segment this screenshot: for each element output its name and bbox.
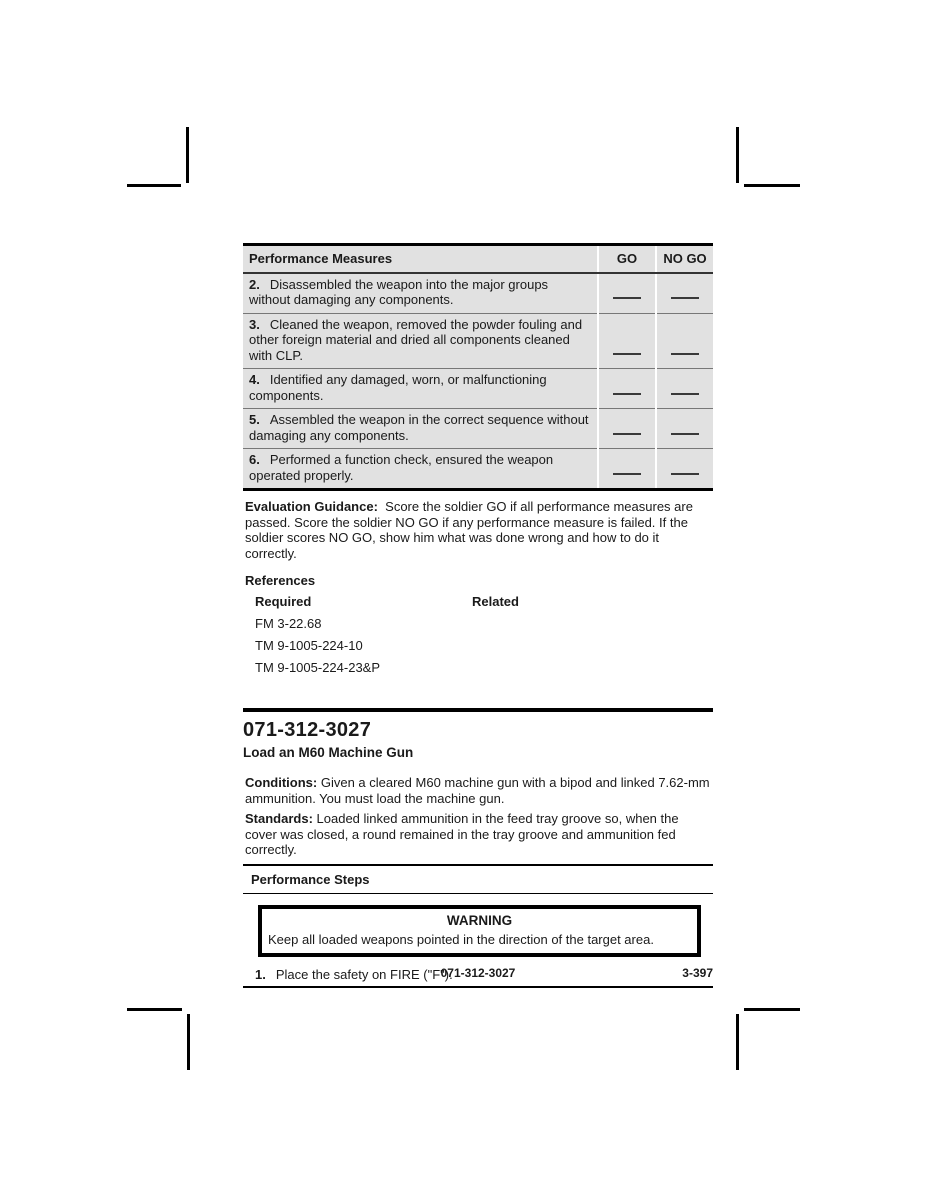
- measure-text: Disassembled the weapon into the major groups without damaging any components.: [249, 276, 549, 307]
- table-row: [243, 273, 713, 314]
- warning-title: WARNING: [446, 912, 513, 928]
- references-required-label: Required: [255, 594, 312, 609]
- column-header-go: GO: [598, 245, 656, 273]
- warning-box: [258, 905, 701, 957]
- standards-label: Standards:: [245, 811, 313, 826]
- conditions-paragraph: [245, 775, 713, 806]
- no-go-blank-line: [671, 393, 699, 395]
- table-row: [243, 409, 713, 449]
- crop-mark-top-left-horizontal: [127, 184, 181, 187]
- go-blank-line: [613, 393, 641, 395]
- go-blank-line: [613, 353, 641, 355]
- evaluation-guidance-paragraph: [245, 499, 713, 561]
- evaluation-guidance-text: Score the soldier GO if all performance measures are passed. Score the soldier NO GO if any performance measure is failed. If the soldier scores NO GO, show him what was done wrong and how to do it correctly.: [245, 499, 693, 561]
- step-divider-rule: [243, 986, 713, 988]
- no-go-blank-line: [671, 433, 699, 435]
- task-number-heading: 071-312-3027: [243, 719, 372, 741]
- page-content: [243, 243, 713, 988]
- performance-measures-table: [243, 243, 713, 491]
- performance-steps-header: Performance Steps: [243, 864, 713, 894]
- step-number: 1.: [255, 966, 266, 982]
- page-footer: [243, 966, 713, 982]
- column-header-performance-measures: Performance Measures: [243, 245, 598, 273]
- measure-number: 6.: [249, 452, 260, 467]
- reference-item: TM 9-1005-224-10: [255, 638, 363, 653]
- column-header-no-go: NO GO: [656, 245, 713, 273]
- standards-text: Loaded linked ammunition in the feed tray groove so, when the cover was closed, a round remained in the tray groove and ammunition fed correctly.: [245, 811, 679, 857]
- go-blank-line: [613, 433, 641, 435]
- no-go-blank-line: [671, 353, 699, 355]
- go-blank-line: [613, 473, 641, 475]
- measure-text: Identified any damaged, worn, or malfunctioning components.: [249, 372, 547, 403]
- references-column-headers: [243, 594, 713, 609]
- no-go-blank-line: [671, 297, 699, 299]
- table-header-row: [243, 245, 713, 273]
- measure-number: 3.: [249, 316, 260, 332]
- task-section-divider: [243, 708, 713, 712]
- measure-text: Assembled the weapon in the correct sequence without damaging any components.: [249, 412, 589, 443]
- measure-number: 2.: [249, 276, 260, 292]
- crop-mark-bottom-left-vertical: [187, 1014, 190, 1070]
- table-row: [243, 369, 713, 409]
- no-go-blank-line: [671, 473, 699, 475]
- reference-item: FM 3-22.68: [255, 616, 322, 631]
- references-related-label: Related: [472, 594, 519, 609]
- crop-mark-bottom-left-horizontal: [127, 1008, 182, 1011]
- table-row: [243, 449, 713, 490]
- crop-mark-top-right-horizontal: [744, 184, 800, 187]
- go-blank-line: [613, 297, 641, 299]
- references-heading: References: [245, 573, 316, 588]
- table-row: [243, 313, 713, 369]
- crop-mark-top-right-vertical: [736, 127, 739, 183]
- footer-page-number: 3-397: [682, 966, 713, 980]
- measure-number: 5.: [249, 412, 260, 427]
- reference-item: TM 9-1005-224-23&P: [255, 660, 381, 675]
- footer-task-number: 071-312-3027: [440, 966, 516, 980]
- crop-mark-bottom-right-vertical: [736, 1014, 739, 1070]
- standards-paragraph: [245, 811, 713, 858]
- crop-mark-bottom-right-horizontal: [744, 1008, 800, 1011]
- conditions-label: Conditions:: [245, 775, 318, 790]
- crop-mark-top-left-vertical: [186, 127, 189, 183]
- step-text: Place the safety on FIRE ("F").: [275, 966, 453, 982]
- task-title: Load an M60 Machine Gun: [243, 745, 414, 760]
- measure-text: Performed a function check, ensured the weapon operated properly.: [249, 452, 554, 483]
- warning-text: Keep all loaded weapons pointed in the direction of the target area.: [268, 931, 654, 947]
- measure-number: 4.: [249, 372, 260, 387]
- evaluation-guidance-label: Evaluation Guidance:: [245, 499, 378, 514]
- conditions-text: Given a cleared M60 machine gun with a bipod and linked 7.62-mm ammunition. You must load the machine gun.: [245, 775, 710, 806]
- measure-text: Cleaned the weapon, removed the powder fouling and other foreign material and dried all components cleaned with CLP.: [249, 316, 583, 363]
